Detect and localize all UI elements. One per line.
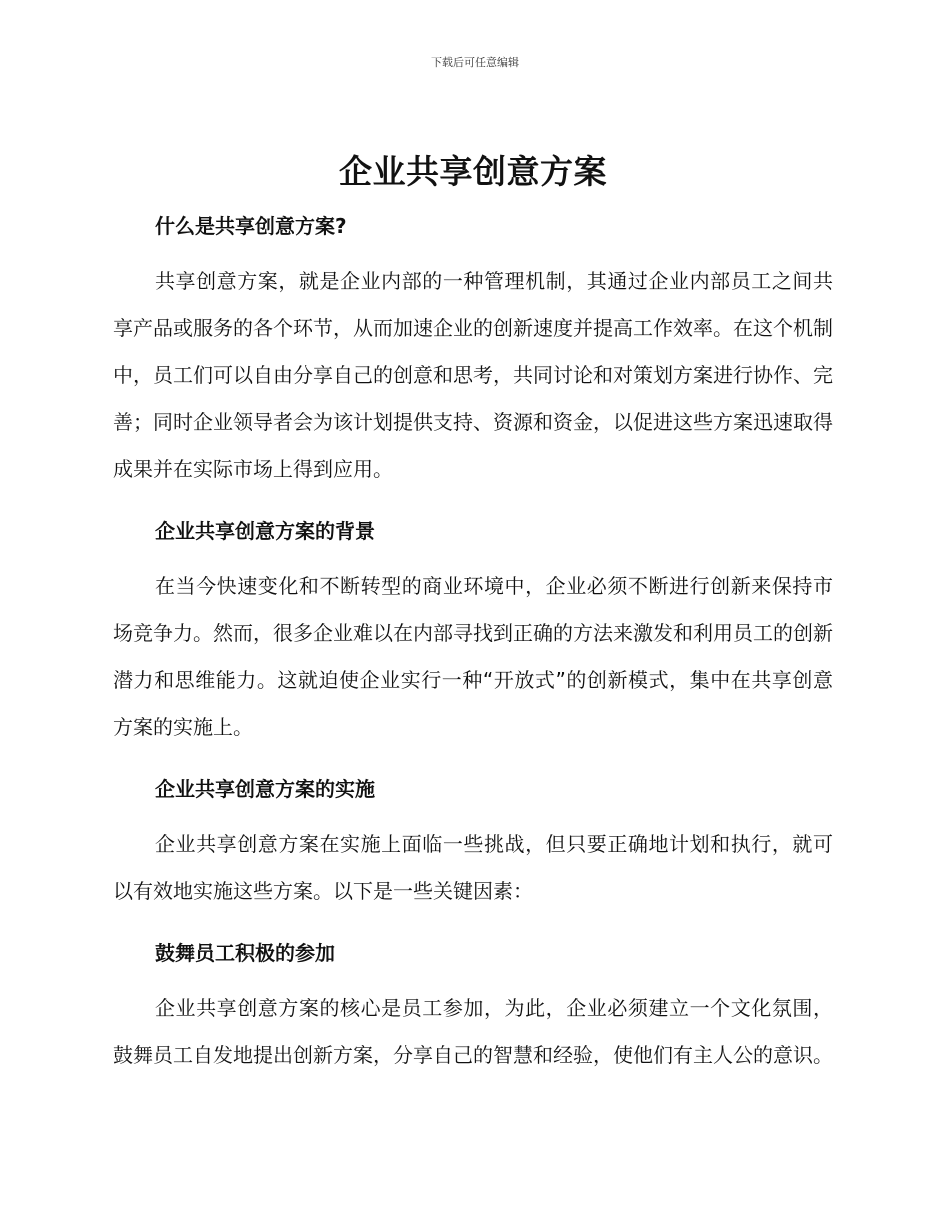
section-heading-background: 企业共享创意方案的背景 (155, 519, 375, 543)
section-heading-what-is: 什么是共享创意方案? (155, 214, 347, 238)
section-heading-implementation: 企业共享创意方案的实施 (155, 777, 375, 801)
document-title: 企业共享创意方案 (339, 152, 607, 191)
section-heading-encourage-participation: 鼓舞员工积极的参加 (155, 941, 335, 965)
page-header-note: 下载后可任意编辑 (431, 56, 519, 69)
section-paragraph-what-is: 共享创意方案，就是企业内部的一种管理机制，其通过企业内部员工之间共享产品或服务的各个环节，从而加速企业的创新速度并提高工作效率。在这个机制中，员工们可以自由分享自己的创意和思考，共同讨论和对策划方案进行协作、完善；同时企业领导者会为该计划提供支持、资源和资金，以促进这些方案迅速取得成果并在实际市场上得到应用。 (113, 269, 833, 481)
section-paragraph-background: 在当今快速变化和不断转型的商业环境中，企业必须不断进行创新来保持市场竞争力。然而，很多企业难以在内部寻找到正确的方法来激发和利用员工的创新潜力和思维能力。这就迫使企业实行一种“开放式”的创新模式，集中在共享创意方案的实施上。 (113, 574, 833, 739)
section-paragraph-encourage-participation: 企业共享创意方案的核心是员工参加，为此，企业必须建立一个文化氛围，鼓舞员工自发地提出创新方案，分享自己的智慧和经验，使他们有主人公的意识。 (113, 996, 833, 1067)
document-body (113, 148, 833, 1079)
section-paragraph-implementation: 企业共享创意方案在实施上面临一些挑战，但只要正确地计划和执行，就可以有效地实施这些方案。以下是一些关键因素： (113, 832, 833, 903)
